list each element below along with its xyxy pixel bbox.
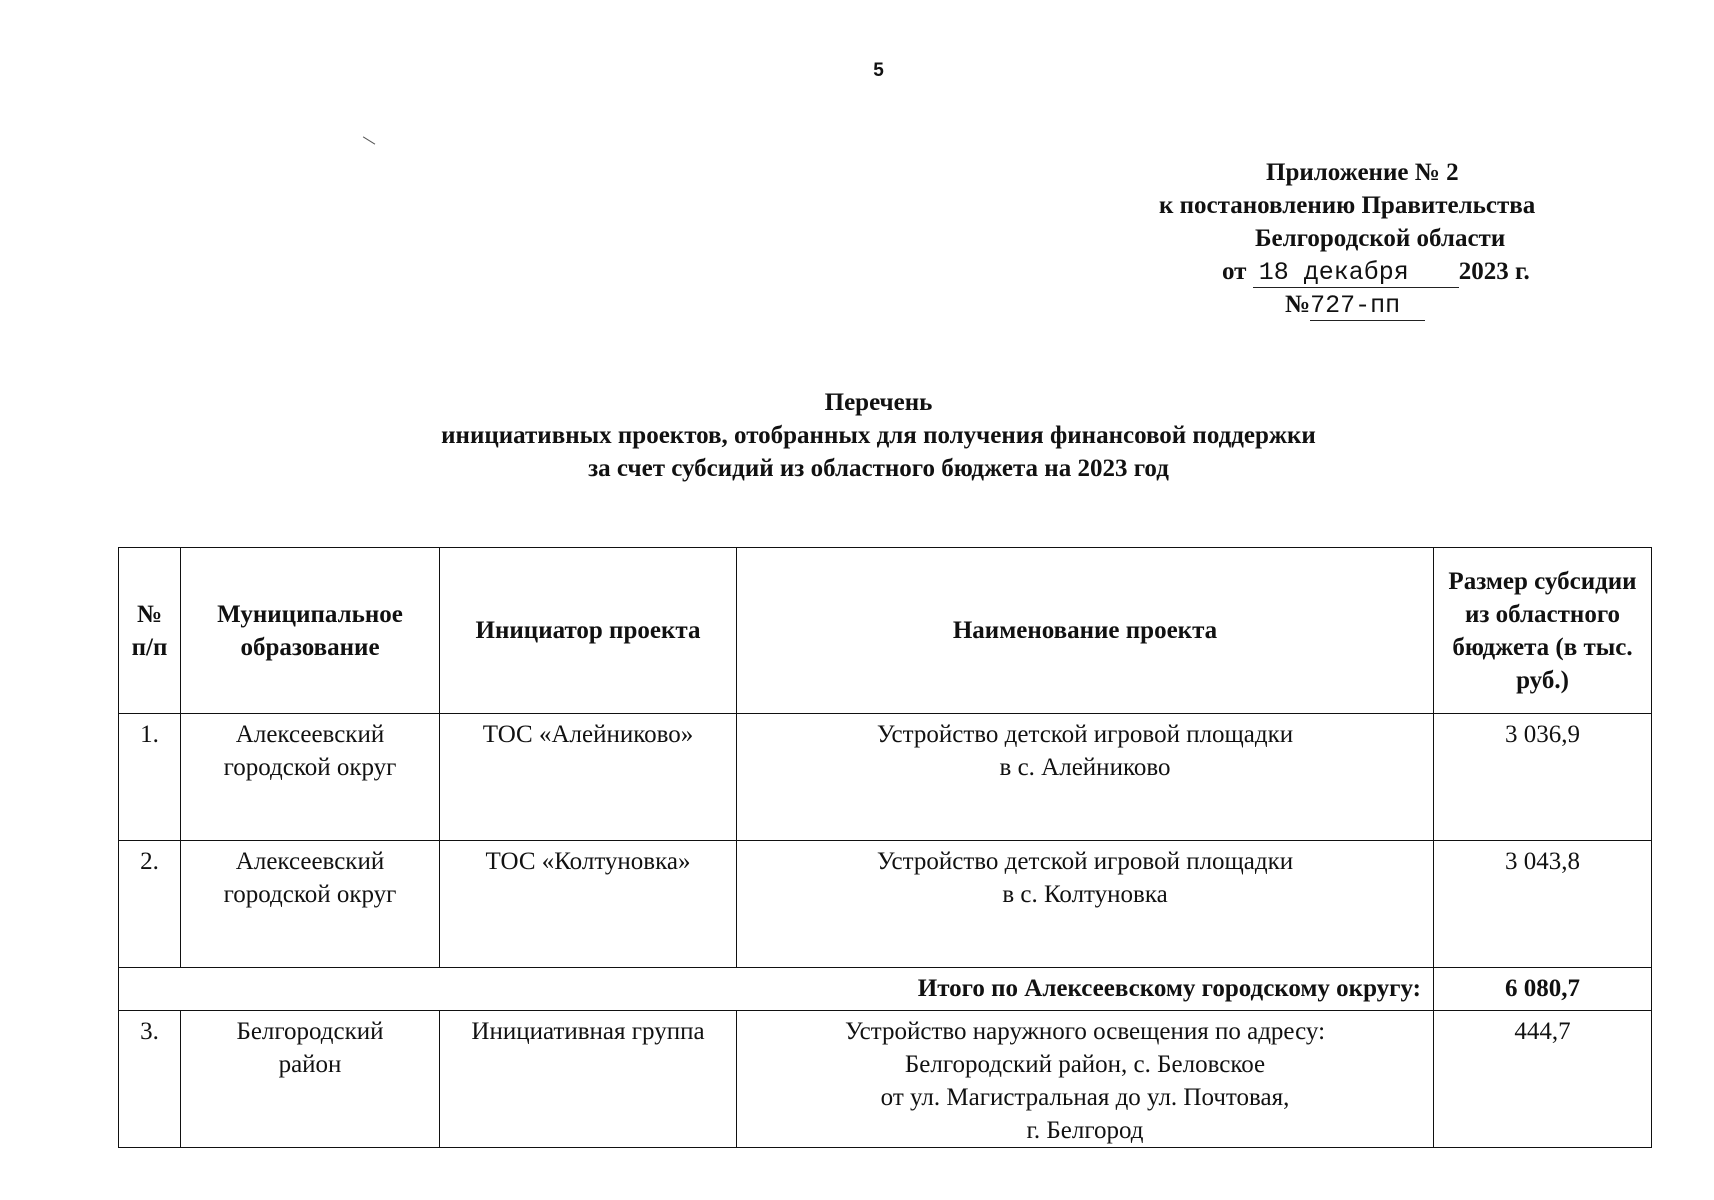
- project-line: в с. Алейниково: [999, 754, 1171, 781]
- row-project: [737, 714, 1434, 841]
- title-line-1: Перечень: [824, 389, 933, 416]
- table-row: [119, 1011, 1652, 1148]
- row-initiator: ТОС «Алейниково»: [440, 714, 737, 841]
- row-project: [737, 1011, 1434, 1148]
- row-amount: 3 036,9: [1434, 714, 1652, 841]
- municipality-line: район: [278, 1051, 342, 1078]
- number-prefix: №: [1285, 291, 1311, 318]
- row-municipality: [181, 841, 440, 968]
- row-municipality: [181, 714, 440, 841]
- table-row: [119, 841, 1652, 968]
- row-municipality: [181, 1011, 440, 1148]
- header-municipality: Муниципальное образование: [181, 548, 440, 714]
- row-num: 2.: [119, 841, 181, 968]
- header-num: № п/п: [119, 548, 181, 714]
- row-num: 1.: [119, 714, 181, 841]
- appendix-resolution-line: к постановлению Правительства: [1159, 192, 1536, 219]
- municipality-line: Алексеевский: [235, 848, 385, 875]
- document-title: [0, 386, 1714, 485]
- date-value: 18 декабря: [1253, 259, 1459, 288]
- header-project: Наименование проекта: [737, 548, 1434, 714]
- appendix-number-line: [1285, 288, 1425, 321]
- year-suffix: 2023 г.: [1458, 258, 1530, 285]
- row-num: 3.: [119, 1011, 181, 1148]
- table-row: [119, 714, 1652, 841]
- appendix-title: Приложение № 2: [1266, 159, 1459, 186]
- project-line: Белгородский район, с. Беловское: [904, 1051, 1266, 1078]
- appendix-region-line: Белгородской области: [1255, 225, 1506, 252]
- project-line: г. Белгород: [1026, 1117, 1144, 1144]
- page-number: 5: [873, 60, 884, 81]
- municipality-line: Алексеевский: [235, 721, 385, 748]
- header-amount: Размер субсидии из областного бюджета (в тыс. руб.): [1434, 548, 1652, 714]
- title-line-3: за счет субсидий из областного бюджета на 2023 год: [588, 455, 1169, 482]
- project-line: Устройство детской игровой площадки: [876, 721, 1294, 748]
- subtotal-label: Итого по Алексеевскому городскому округу:: [119, 968, 1434, 1011]
- project-line: в с. Колтуновка: [1002, 881, 1168, 908]
- project-line: от ул. Магистральная до ул. Почтовая,: [880, 1084, 1290, 1111]
- project-line: Устройство наружного освещения по адресу:: [844, 1018, 1326, 1045]
- project-line: Устройство детской игровой площадки: [876, 848, 1294, 875]
- row-amount: 3 043,8: [1434, 841, 1652, 968]
- row-amount: 444,7: [1434, 1011, 1652, 1148]
- scan-mark: [363, 136, 376, 144]
- subtotal-amount: 6 080,7: [1434, 968, 1652, 1011]
- appendix-date-line: [1222, 255, 1530, 288]
- header-initiator: Инициатор проекта: [440, 548, 737, 714]
- municipality-line: городской округ: [223, 881, 397, 908]
- document-number: 727-пп: [1310, 292, 1425, 321]
- row-initiator: Инициативная группа: [440, 1011, 737, 1148]
- municipality-line: Белгородский: [236, 1018, 384, 1045]
- date-prefix: от: [1222, 258, 1247, 285]
- municipality-line: городской округ: [223, 754, 397, 781]
- table-header-row: [119, 548, 1652, 714]
- title-line-2: инициативных проектов, отобранных для получения финансовой поддержки: [441, 422, 1316, 449]
- subtotal-row: [119, 968, 1652, 1011]
- row-project: [737, 841, 1434, 968]
- row-initiator: ТОС «Колтуновка»: [440, 841, 737, 968]
- projects-table: [118, 547, 1652, 1148]
